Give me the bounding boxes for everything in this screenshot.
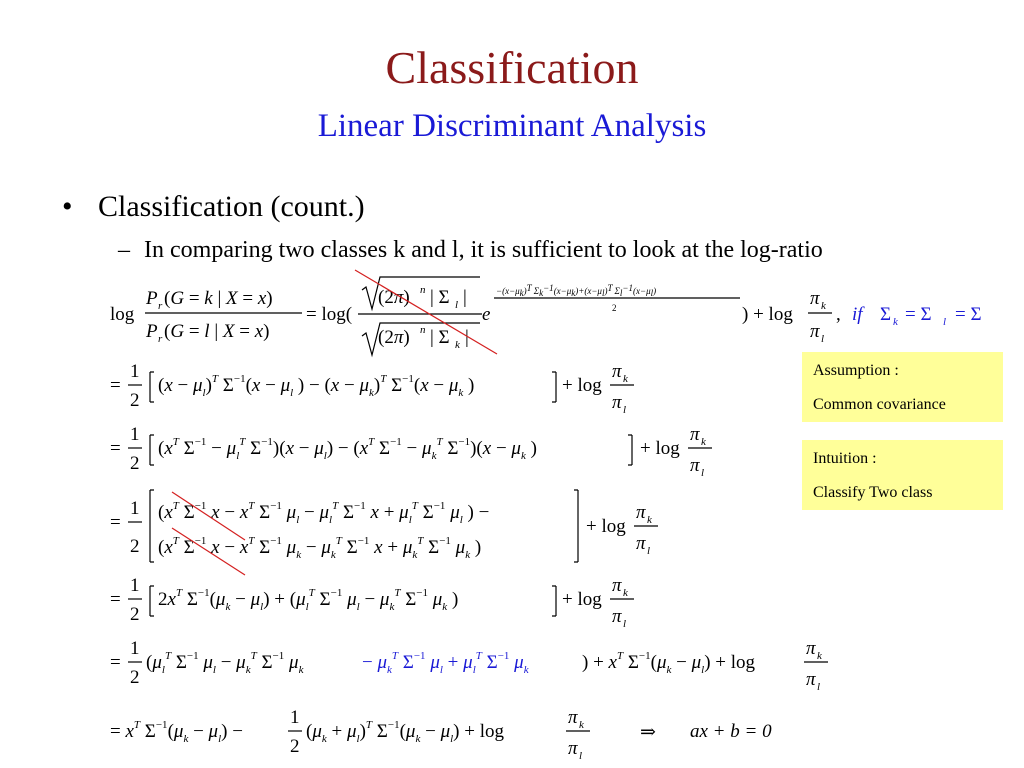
equation-row-3 [110, 424, 712, 479]
slide-title: Classification [385, 42, 639, 93]
equation-row-7 [110, 707, 772, 762]
svg-text:= Σ: = Σ [905, 304, 932, 325]
svg-text:(xT Σ−1 x − xT Σ−1 μk − μkT: ($x^T$ $\Sigma^{-1}$ $x - x^T$ $\Sigma^{-1}$ $\mu_k - \mu_k^T$ $\Sigma^{-1}$ $x + \mu_k^T$ $\Sigma^{-1}$ $\mu_k$ ) [158, 535, 482, 561]
svg-text:2: 2 [612, 303, 617, 313]
svg-text:) + log: ) + log [742, 304, 793, 325]
svg-text:=: = [110, 438, 121, 459]
svg-text:(2π): (2π) [378, 287, 410, 308]
svg-text:= xT Σ−1(μk − μl) −: = $x^T$ $\Sigma^{-1}(\mu_k - \mu_l)$ − [110, 719, 243, 745]
svg-text:1: 1 [130, 575, 140, 596]
svg-text:if: if [852, 304, 863, 325]
svg-text:(2π): (2π) [378, 327, 410, 348]
svg-text:k: k [623, 373, 628, 385]
svg-text:| Σ: | Σ [430, 327, 450, 348]
svg-text:(G = l | X = x): (G = l | X = x) [164, 321, 270, 342]
svg-text:π: π [810, 288, 820, 309]
svg-text:π: π [612, 392, 622, 413]
svg-text:| Σ: | Σ [430, 287, 450, 308]
svg-text:=: = [110, 375, 121, 396]
svg-text:k: k [455, 339, 460, 351]
svg-text:l: l [943, 316, 947, 328]
svg-text:π: π [612, 606, 622, 627]
svg-text:2: 2 [130, 604, 140, 625]
svg-text:,: , [836, 304, 841, 325]
svg-text:=: = [110, 589, 121, 610]
svg-text:1: 1 [290, 707, 300, 728]
svg-text:(μk + μl)T Σ−1(μk − μl) + log: $(\mu_k + \mu_l)^T$ $\Sigma^{-1}(\mu_k - \mu_l) + \log$ [306, 719, 504, 745]
svg-text:+ log: + log [586, 516, 626, 537]
svg-text:k: k [701, 436, 706, 448]
svg-text:π: π [568, 707, 578, 728]
sub-bullet-marker: – [118, 237, 130, 263]
intuition-heading: Intuition : [813, 450, 877, 467]
svg-text:π: π [806, 669, 816, 690]
svg-text:1: 1 [130, 424, 140, 445]
svg-text:k: k [579, 719, 584, 731]
svg-text:= log(: = log( [306, 304, 353, 325]
svg-text:e: e [482, 304, 491, 325]
svg-text:k: k [623, 587, 628, 599]
svg-text:k: k [821, 300, 826, 312]
svg-text:1: 1 [130, 361, 140, 382]
svg-text:=: = [110, 512, 121, 533]
svg-text:π: π [636, 502, 646, 523]
svg-text:(x − μl)T Σ−1(x − μl ) − (x −: $(x - \mu_l)^T$ $\Sigma^{-1}(x - \mu_l$ ) − $(x - \mu_k)^T$ $\Sigma^{-1}(x - \mu_k$ ) [158, 373, 475, 399]
equation-row-6 [110, 638, 828, 693]
equation-row-4 [110, 490, 658, 575]
svg-text:l: l [821, 333, 825, 345]
svg-text:r: r [158, 300, 163, 312]
svg-text:l: l [623, 404, 627, 416]
svg-text:− μkT Σ−1 μl + μlT Σ−1 μk: − $\mu_k^T$ $\Sigma^{-1}$ $\mu_l + \mu_l^T$ $\Sigma^{-1}$ $\mu_k$ [362, 650, 529, 676]
svg-text:π: π [810, 321, 820, 342]
svg-text:2: 2 [130, 390, 140, 411]
bullet-text: Classification (count.) [98, 190, 365, 223]
equation-row-5 [110, 575, 634, 630]
svg-text:−(x−μk)T Σk−1(x−μk)+(x−μl)T Σl: −(x−μk)T Σk−1(x−μk)+(x−μl)T Σl−1(x−μl) [496, 283, 657, 298]
implies-arrow: ⇒ [640, 722, 656, 743]
svg-text:=: = [110, 652, 121, 673]
svg-text:1: 1 [130, 638, 140, 659]
svg-text:k: k [817, 650, 822, 662]
svg-text:P: P [146, 321, 158, 342]
svg-text:π: π [612, 361, 622, 382]
sub-bullet-text: In comparing two classes k and l, it is sufficient to look at the log-ratio [144, 237, 823, 263]
svg-text:log: log [110, 304, 135, 325]
svg-text:P: P [146, 288, 158, 309]
svg-text:(μlT Σ−1 μl − μkT Σ−1 μk: ($\mu_l^T$ $\Sigma^{-1}$ $\mu_l - \mu_k^T$ $\Sigma^{-1}$ $\mu_k$ [146, 650, 304, 676]
svg-text:(xT Σ−1 x − xT Σ−1 μl − μlT: ($x^T$ $\Sigma^{-1}$ $x - x^T$ $\Sigma^{-1}$ $\mu_l - \mu_l^T$ $\Sigma^{-1}$ $x + \mu_l^T$ $\Sigma^{-1}$ $\mu_l$ ) − [158, 500, 490, 526]
svg-text:l: l [579, 750, 583, 762]
bullet-marker: • [62, 190, 73, 223]
svg-text:π: π [690, 424, 700, 445]
svg-text:l: l [455, 299, 459, 311]
svg-text:π: π [636, 533, 646, 554]
svg-text:l: l [701, 467, 705, 479]
svg-text:2xT Σ−1(μk − μl) + (μlT Σ−1 μl: $2x^T$ $\Sigma^{-1}(\mu_k - \mu_l) + (\mu_l^T$ $\Sigma^{-1}$ $\mu_l - \mu_k^T$ $\Sigma^{-1}$ $\mu_k$ ) [158, 587, 459, 613]
svg-text:n: n [420, 284, 426, 296]
assumption-heading: Assumption : [813, 362, 899, 379]
svg-text:n: n [420, 324, 426, 336]
svg-text:l: l [647, 545, 651, 557]
svg-text:π: π [806, 638, 816, 659]
svg-text:2: 2 [130, 536, 140, 557]
svg-text:π: π [568, 738, 578, 759]
svg-text:(xT Σ−1 − μlT Σ−1)(x − μl) − (: ($x^T$ $\Sigma^{-1} - \mu_l^T$ $\Sigma^{-1})(x - \mu_l) - (x^T$ $\Sigma^{-1} - \mu_k^T$ $\Sigma^{-1})(x - \mu_k$ ) [158, 436, 537, 462]
final-result: ax + b = 0 [690, 721, 772, 742]
svg-text:k: k [893, 316, 898, 328]
svg-text:l: l [817, 681, 821, 693]
svg-text:k: k [647, 514, 652, 526]
svg-text:+ log: + log [562, 375, 602, 396]
svg-text:l: l [623, 618, 627, 630]
svg-text:2: 2 [290, 736, 300, 757]
slide-subtitle: Linear Discriminant Analysis [317, 108, 707, 144]
svg-text:π: π [690, 455, 700, 476]
svg-text:2: 2 [130, 453, 140, 474]
svg-text:+ log: + log [640, 438, 680, 459]
svg-text:(G = k | X = x): (G = k | X = x) [164, 288, 273, 309]
intuition-text: Classify Two class [813, 484, 933, 501]
svg-text:π: π [612, 575, 622, 596]
equation-row-1 [110, 270, 982, 355]
assumption-text: Common covariance [813, 396, 946, 413]
svg-text:) + xT Σ−1(μk − μl) + log: ) + $x^T$ $\Sigma^{-1}(\mu_k - \mu_l) + \log$ [582, 650, 756, 676]
equation-row-2 [110, 361, 634, 416]
svg-text:r: r [158, 333, 163, 345]
svg-text:|: | [465, 327, 469, 348]
svg-text:1: 1 [130, 498, 140, 519]
svg-text:+ log: + log [562, 589, 602, 610]
svg-text:|: | [463, 287, 467, 308]
svg-text:Σ: Σ [880, 304, 892, 325]
svg-text:= Σ: = Σ [955, 304, 982, 325]
svg-text:2: 2 [130, 667, 140, 688]
